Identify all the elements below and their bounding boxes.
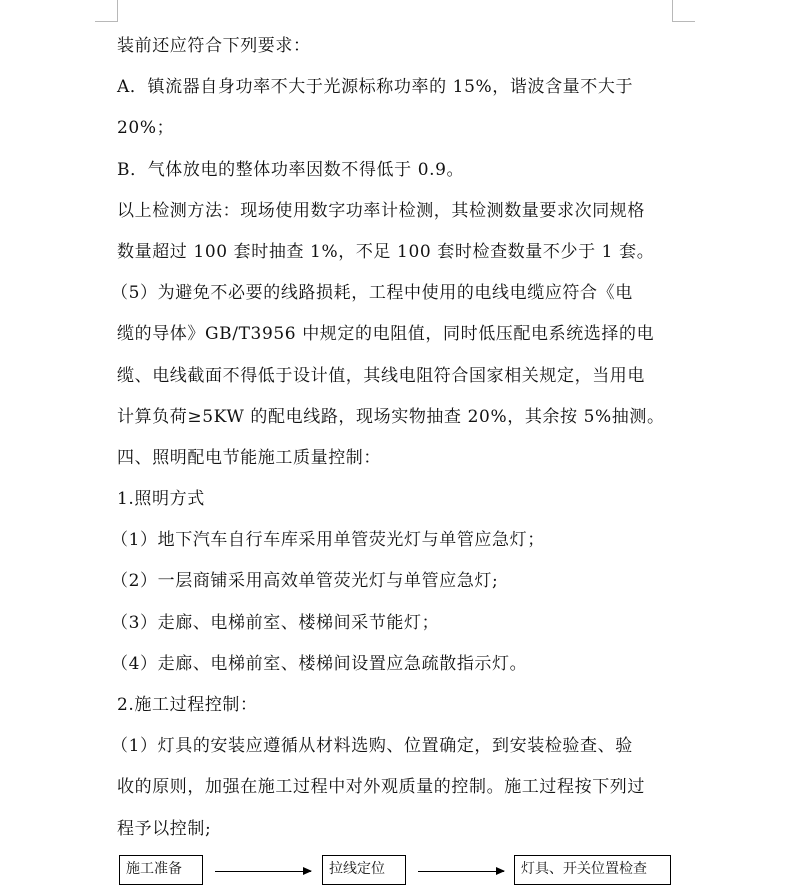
flow-arrow bbox=[418, 871, 504, 872]
crop-mark-top-right bbox=[672, 0, 695, 22]
body-line: 计算负荷≥5KW 的配电线路，现场实物抽查 20%，其余按 5%抽测。 bbox=[117, 406, 665, 427]
subsection-heading: 2.施工过程控制： bbox=[117, 695, 258, 715]
flow-step-position: 拉线定位 bbox=[322, 855, 406, 885]
body-line: （5）为避免不必要的线路损耗，工程中使用的电线电缆应符合《电 bbox=[111, 283, 633, 304]
body-line: 程予以控制; bbox=[117, 818, 212, 839]
body-line: 缆、电线截面不得低于设计值，其线电阻符合国家相关规定，当用电 bbox=[117, 365, 645, 386]
body-line: 缆的导体》GB/T3956 中规定的电阻值，同时低压配电系统选择的电 bbox=[117, 324, 655, 345]
list-item: （3）走廊、电梯前室、楼梯间采节能灯； bbox=[111, 612, 440, 633]
body-line: 收的原则，加强在施工过程中对外观质量的控制。施工过程按下列过 bbox=[117, 777, 645, 798]
arrow-head-icon bbox=[303, 867, 312, 875]
section-heading: 四、照明配电节能施工质量控制： bbox=[117, 447, 381, 468]
body-line: 装前还应符合下列要求： bbox=[117, 36, 311, 56]
body-line: B．气体放电的整体功率因数不得低于 0.9。 bbox=[117, 159, 465, 180]
body-line: （1）灯具的安装应遵循从材料选购、位置确定，到安装检验查、验 bbox=[111, 736, 633, 757]
body-line: 以上检测方法：现场使用数字功率计检测，其检测数量要求次同规格 bbox=[117, 200, 645, 221]
subsection-heading: 1.照明方式 bbox=[117, 489, 205, 510]
arrow-head-icon bbox=[496, 867, 505, 875]
list-item: （2）一层商铺采用高效单管荧光灯与单管应急灯; bbox=[111, 571, 499, 592]
flow-step-prepare: 施工准备 bbox=[119, 855, 203, 885]
crop-mark-top-left bbox=[95, 0, 118, 22]
document-body bbox=[111, 26, 677, 850]
flow-arrow bbox=[215, 871, 311, 872]
body-line: 数量超过 100 套时抽查 1%，不足 100 套时检查数量不少于 1 套。 bbox=[117, 241, 655, 262]
body-line: A．镇流器自身功率不大于光源标称功率的 15%，谐波含量不大于 bbox=[117, 77, 634, 98]
process-flowchart bbox=[0, 855, 792, 885]
list-item: （4）走廊、电梯前室、楼梯间设置应急疏散指示灯。 bbox=[111, 653, 528, 674]
flow-step-check: 灯具、开关位置检查 bbox=[514, 855, 671, 885]
list-item: （1）地下汽车自行车库采用单管荧光灯与单管应急灯； bbox=[111, 530, 545, 551]
body-line: 20%； bbox=[117, 118, 175, 139]
